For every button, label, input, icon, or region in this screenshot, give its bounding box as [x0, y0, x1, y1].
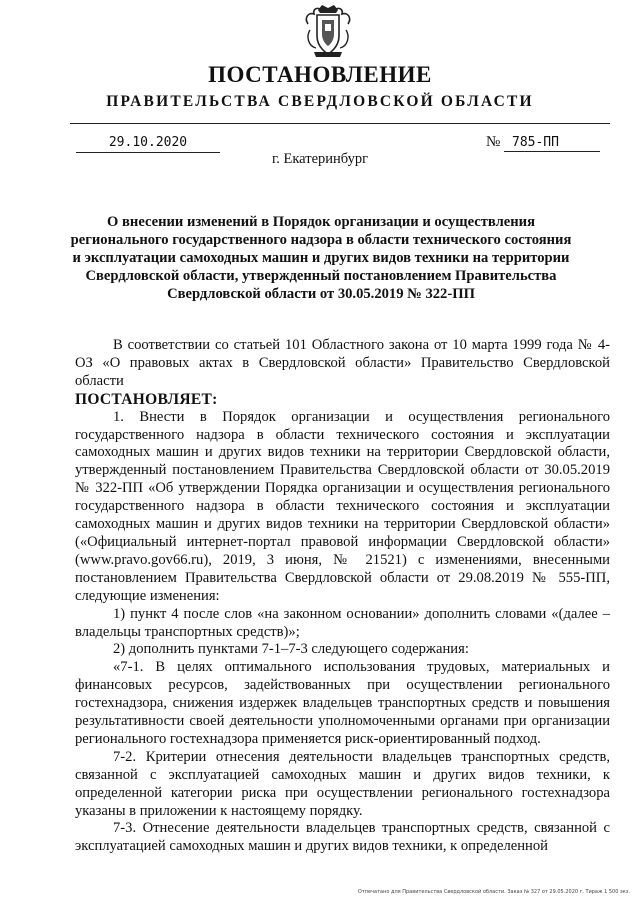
body-paragraph: 2) дополнить пунктами 7-1–7-3 следующего содержания: [113, 641, 469, 658]
coat-of-arms-icon [302, 4, 354, 60]
body-paragraph: 1) пункт 4 после слов «на законном основании» дополнить словами «(далее – владельцы транспортных средств)»; [75, 605, 610, 640]
document-date: 29.10.2020 [76, 135, 220, 153]
preamble-paragraph: В соответствии со статьей 101 Областного закона от 10 марта 1999 года № 4-ОЗ «О правовых актах в Свердловской области» Правительство Свердловской области [75, 337, 610, 389]
body-paragraph: 7-3. Отнесение деятельности владельцев транспортных средств, связанной с эксплуатацией самоходных машин и других видов техники, к определенной [75, 820, 610, 855]
print-footer: Отпечатано для Правительства Свердловской области. Заказ № 327 от 29.05.2020 г. Тираж 1 500 экз. [357, 889, 630, 895]
body-paragraph: 1. Внести в Порядок организации и осуществления регионального государственного надзора в области технического состояния и эксплуатации самоходных машин и других видов техники на территории Свердловской области, утвержденный постановлением Правительства Свердловской области от 30.05.2019 № 322-ПП «Об утверждении Порядка организации и осуществления регионального государственного надзора в области технического состояния и эксплуатации самоходных машин и других видов техники на территории Свердловской области» («Официальный интернет-портал правовой информации Свердловской области» (www.pravo.gov66.ru), 2019, 3 июня, № 21521) с изменениями, внесенными постановлением Правительства Свердловской области от 29.08.2019 № 555-ПП, следующие изменения: [75, 408, 610, 604]
document-body [75, 337, 610, 856]
document-number: 785-ПП [504, 135, 600, 152]
decree-heading: ПОСТАНОВЛЯЕТ: [75, 390, 218, 408]
document-type-heading: ПОСТАНОВЛЕНИЕ [208, 62, 432, 87]
body-paragraph: 7-2. Критерии отнесения деятельности владельцев транспортных средств, связанной с эксплуатацией самоходных машин и других видов техники, к определенной категории риска при осуществлении регионального гостехнадзора указаны в приложении к настоящему порядку. [75, 748, 610, 819]
issuing-authority: ПРАВИТЕЛЬСТВА СВЕРДЛОВСКОЙ ОБЛАСТИ [106, 93, 534, 110]
body-paragraph: «7-1. В целях оптимального использования трудовых, материальных и финансовых ресурсов, задействованных при осуществлении регионального гостехнадзора, снижения издержек владельцев транспортных средств и повышения результативности своей деятельности уполномоченными органами при организации регионального гостехнадзора применяется риск-ориентированный подход. [75, 659, 610, 747]
city-line: г. Екатеринбург [271, 151, 369, 167]
header-divider [70, 123, 610, 124]
document-title: О внесении изменений в Порядок организации и осуществления регионального государственного надзора в области технического состояния и эксплуатации самоходных машин и других видов техники на территории Свердловской области, утвержденный постановлением Правительства Свердловской области от 30.05.2019 № 322-ПП [70, 214, 572, 302]
number-label: № [486, 134, 501, 150]
